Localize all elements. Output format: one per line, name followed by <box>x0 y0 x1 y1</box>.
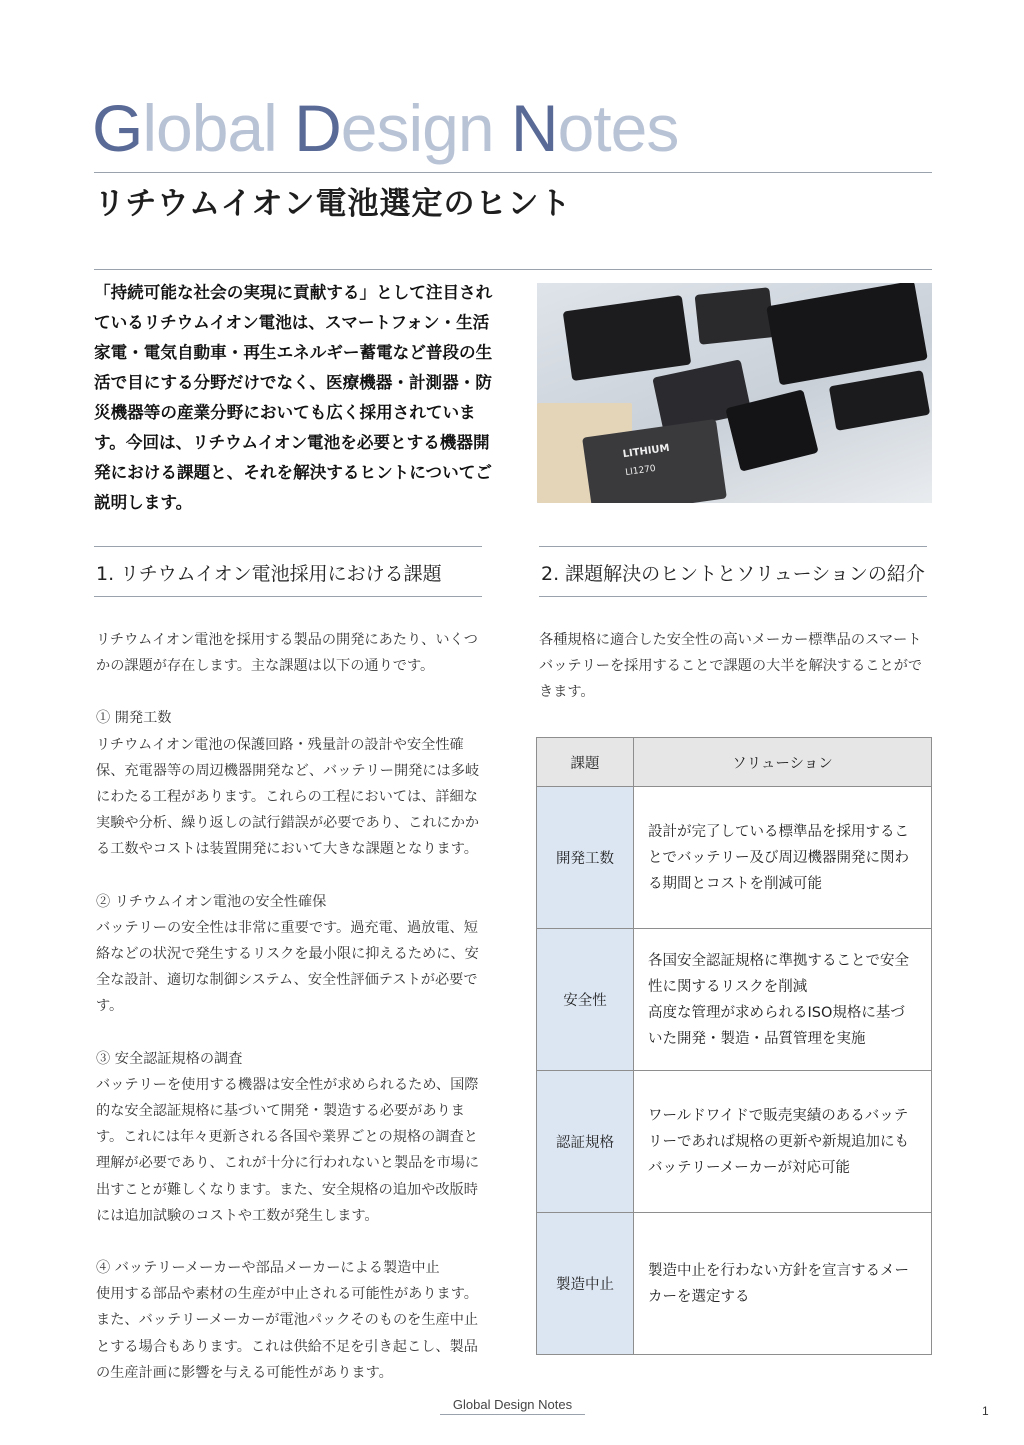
table-row <box>537 1071 932 1213</box>
brand-title <box>92 88 678 168</box>
brand-word: Notes <box>510 91 679 165</box>
battery-dock <box>695 287 775 345</box>
table-row <box>537 1213 932 1355</box>
solution-cell: 各国安全認証規格に準拠することで安全性に関するリスクを削減 高度な管理が求められるISO規格に基づいた開発・製造・品質管理を実施 <box>634 929 932 1071</box>
issue-title: ② リチウムイオン電池の安全性確保 <box>96 893 327 910</box>
issue-title: ④ バッテリーメーカーや部品メーカーによる製造中止 <box>96 1260 440 1277</box>
intro-paragraph: 「持続可能な社会の実現に貢献する」として注目されているリチウムイオン電池は、スマートフォン・生活家電・電気自動車・再生エネルギー蓄電など普段の生活で目にする分野だけでなく、医療機器・計測器・防災機器等の産業分野においても広く採用されています。今回は、リチウムイオン電池を必要とする機器開発における課題と、それを解決するヒントについてご説明します。 <box>94 283 493 512</box>
issue-title: ③ 安全認証規格の調査 <box>96 1050 243 1067</box>
brand-word: Design <box>294 91 511 165</box>
section1-bottom-rule <box>94 596 482 597</box>
issue-cell: 製造中止 <box>537 1213 634 1355</box>
battery-label: LITHIUM <box>622 442 671 461</box>
column-header-issue: 課題 <box>537 738 634 787</box>
solution-table <box>536 737 932 1355</box>
battery-pack <box>563 295 692 381</box>
issue-cell: 認証規格 <box>537 1071 634 1213</box>
battery-pack <box>829 370 930 431</box>
issue-title: ① 開発工数 <box>96 710 172 727</box>
section1-lead: リチウムイオン電池を採用する製品の開発にあたり、いくつかの課題が存在します。主な課題は以下の通りです。 <box>96 632 478 675</box>
section2-bottom-rule <box>539 596 927 597</box>
issue-text: リチウムイオン電池の保護回路・残量計の設計や安全性確保、充電器等の周辺機器開発など、バッテリー開発には多岐にわたる工程があります。これらの工程においては、詳細な実験や分析、繰り返しの試行錯誤が必要であり、これにかかる工数やコストは装置開発において大きな課題となります。 <box>96 736 480 858</box>
table-header-row <box>537 738 932 787</box>
section2-top-rule <box>539 546 927 547</box>
battery-product-photo <box>537 283 932 503</box>
battery-model-label: LI1270 <box>624 463 657 479</box>
issue-text: バッテリーを使用する機器は安全性が求められるため、国際的な安全認証規格に基づいて開発・製造する必要があります。これには年々更新される各国や業界ごとの規格の調査と理解が必要であり、これが十分に行われないと製品を市場に出すことが難しくなります。また、安全規格の追加や改版時には追加試験のコストや工数が発生します。 <box>96 1076 480 1224</box>
header-rule <box>94 172 932 173</box>
footer-label: Global Design Notes <box>440 1397 585 1415</box>
section1-top-rule <box>94 546 482 547</box>
issue-cell: 安全性 <box>537 929 634 1071</box>
section1-heading: 1. リチウムイオン電池採用における課題 <box>96 563 442 585</box>
issue-text: バッテリーの安全性は非常に重要です。過充電、過放電、短絡などの状況で発生するリスクを最小限に抑えるために、安全な設計、適切な制御システム、安全性評価テストが必要です。 <box>96 919 479 1015</box>
solution-cell: 設計が完了している標準品を採用することでバッテリー及び周辺機器開発に関わる期間とコストを削減可能 <box>634 787 932 929</box>
issue-text: 使用する部品や素材の生産が中止される可能性があります。また、バッテリーメーカーが電池パックそのものを生産中止とする場合もあります。これは供給不足を引き起こし、製品の生産計画に影響を与える可能性があります。 <box>96 1286 479 1381</box>
section2-heading: 2. 課題解決のヒントとソリューションの紹介 <box>541 563 925 585</box>
page-number: 1 <box>982 1404 989 1418</box>
table-row <box>537 787 932 929</box>
page-subtitle: リチウムイオン電池選定のヒント <box>94 186 572 222</box>
section1-body <box>96 627 488 1386</box>
solution-cell: ワールドワイドで販売実績のあるバッテリーであれば規格の更新や新規追加にもバッテリーメーカーが対応可能 <box>634 1071 932 1213</box>
brand-word: Global <box>92 91 295 165</box>
issue-cell: 開発工数 <box>537 787 634 929</box>
table-row <box>537 929 932 1071</box>
section2-lead: 各種規格に適合した安全性の高いメーカー標準品のスマートバッテリーを採用することで課題の大半を解決することができます。 <box>539 632 923 701</box>
intro-rule <box>94 269 932 270</box>
solution-cell: 製造中止を行わない方針を宣言するメーカーを選定する <box>634 1213 932 1355</box>
column-header-solution: ソリューション <box>634 738 932 787</box>
battery-pack <box>766 283 928 385</box>
